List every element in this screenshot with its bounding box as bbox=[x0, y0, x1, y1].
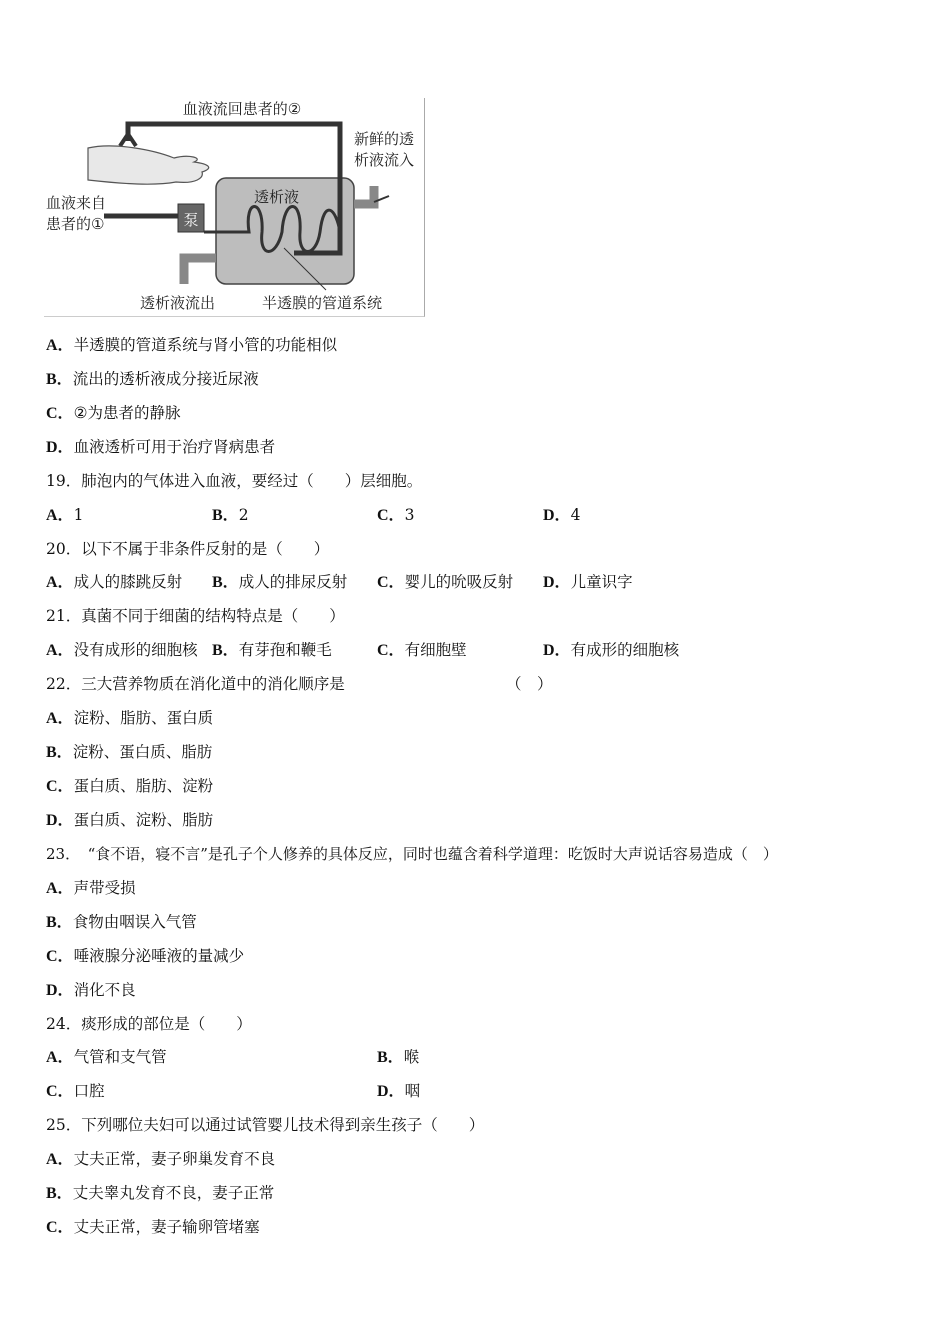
q19-option-d bbox=[543, 504, 580, 527]
option-letter: A． bbox=[46, 642, 74, 659]
q21-option-b bbox=[212, 639, 332, 662]
q23-stem: 23． “食不语，寝不言”是孔子个人修养的具体反应，同时也蕴含着科学道理：吃饭时大声说话容易造成（ ） bbox=[46, 845, 778, 863]
option-text: 蛋白质、淀粉、脂肪 bbox=[73, 811, 214, 829]
option-letter: A． bbox=[46, 1151, 74, 1168]
q25-option-c bbox=[46, 1216, 260, 1239]
option-text: 4 bbox=[570, 506, 581, 524]
option-text: 婴儿的吮吸反射 bbox=[404, 573, 514, 591]
option-letter: B． bbox=[212, 642, 239, 659]
option-text: 口腔 bbox=[73, 1082, 105, 1100]
option-text: 半透膜的管道系统与肾小管的功能相似 bbox=[73, 336, 338, 354]
option-letter: A． bbox=[46, 337, 74, 354]
q19-option-c bbox=[377, 504, 414, 527]
option-text: 成人的膝跳反射 bbox=[73, 573, 183, 591]
q22-answer-paren: （ ） bbox=[506, 675, 553, 693]
left-label-1: 血液来自 bbox=[46, 194, 107, 212]
q20-stem: 20．以下不属于非条件反射的是（ ） bbox=[46, 540, 330, 558]
q19-option-a bbox=[46, 504, 83, 527]
q24-option-b bbox=[377, 1046, 419, 1069]
patient-arm-icon bbox=[88, 146, 209, 184]
option-text: 有成形的细胞核 bbox=[570, 641, 680, 659]
dialysate-outlet-pipe bbox=[184, 258, 216, 284]
q25-stem: 25．下列哪位夫妇可以通过试管婴儿技术得到亲生孩子（ ） bbox=[46, 1116, 485, 1134]
q25-option-b bbox=[46, 1182, 274, 1205]
dialysis-diagram-svg bbox=[44, 98, 424, 316]
option-text: 淀粉、蛋白质、脂肪 bbox=[72, 743, 213, 761]
option-letter: A． bbox=[46, 1049, 74, 1066]
option-text: 声带受损 bbox=[73, 879, 136, 897]
option-text: 食物由咽误入气管 bbox=[72, 913, 197, 931]
option-letter: A． bbox=[46, 574, 74, 591]
q20-option-c bbox=[377, 571, 513, 594]
option-text: 成人的排尿反射 bbox=[238, 573, 348, 591]
option-text: 唾液腺分泌唾液的量减少 bbox=[73, 947, 245, 965]
q21-option-a bbox=[46, 639, 198, 662]
q24-option-d bbox=[377, 1080, 420, 1103]
option-text: 喉 bbox=[403, 1048, 420, 1066]
option-letter: D． bbox=[543, 507, 571, 524]
option-text: 丈夫睾丸发育不良，妻子正常 bbox=[72, 1184, 275, 1202]
q18-option-a bbox=[46, 334, 337, 357]
q21-option-d bbox=[543, 639, 679, 662]
option-letter: A． bbox=[46, 507, 74, 524]
dialysate-inlet-pipe bbox=[354, 186, 374, 204]
q18-option-d bbox=[46, 436, 275, 459]
left-label-2: 患者的① bbox=[46, 215, 105, 233]
option-letter: D． bbox=[46, 812, 74, 829]
option-text: ②为患者的静脉 bbox=[73, 404, 181, 422]
option-letter: C． bbox=[46, 948, 74, 965]
option-letter: C． bbox=[46, 778, 74, 795]
tank-label: 透析液 bbox=[254, 188, 300, 206]
option-text: 咽 bbox=[404, 1082, 421, 1100]
right-label-2: 析液流入 bbox=[354, 151, 415, 169]
q25-option-a bbox=[46, 1148, 275, 1171]
option-text: 儿童识字 bbox=[570, 573, 633, 591]
q20-option-b bbox=[212, 571, 347, 594]
option-text: 2 bbox=[238, 506, 249, 524]
q18-option-b bbox=[46, 368, 259, 391]
q19-option-b bbox=[212, 504, 249, 527]
option-text: 蛋白质、脂肪、淀粉 bbox=[73, 777, 214, 795]
option-letter: D． bbox=[543, 642, 571, 659]
q23-option-b bbox=[46, 911, 197, 934]
q20-option-a bbox=[46, 571, 182, 594]
q22-option-d bbox=[46, 809, 213, 832]
option-text: 消化不良 bbox=[73, 981, 136, 999]
option-text: 有细胞壁 bbox=[404, 641, 467, 659]
q23-option-a bbox=[46, 877, 136, 900]
option-text: 丈夫正常，妻子输卵管堵塞 bbox=[73, 1218, 260, 1236]
q19-stem: 19．肺泡内的气体进入血液，要经过（ ）层细胞。 bbox=[46, 472, 423, 490]
option-text: 有芽孢和鞭毛 bbox=[238, 641, 332, 659]
q18-option-c bbox=[46, 402, 180, 425]
option-letter: B． bbox=[46, 914, 73, 931]
option-letter: B． bbox=[46, 371, 73, 388]
option-letter: B． bbox=[212, 507, 239, 524]
q22-option-c bbox=[46, 775, 213, 798]
q22-option-b bbox=[46, 741, 212, 764]
q23-option-d bbox=[46, 979, 136, 1002]
q24-option-c bbox=[46, 1080, 105, 1103]
option-letter: C． bbox=[377, 574, 405, 591]
bottom-right-label: 半透膜的管道系统 bbox=[262, 294, 383, 312]
option-letter: C． bbox=[46, 405, 74, 422]
q22-stem: 22．三大营养物质在消化道中的消化顺序是 bbox=[46, 675, 345, 693]
option-text: 没有成形的细胞核 bbox=[73, 641, 198, 659]
q21-stem: 21．真菌不同于细菌的结构特点是（ ） bbox=[46, 607, 345, 625]
q21-option-c bbox=[377, 639, 467, 662]
right-label-1: 新鲜的透 bbox=[354, 130, 415, 148]
option-letter: C． bbox=[377, 642, 405, 659]
option-text: 血液透析可用于治疗肾病患者 bbox=[73, 438, 276, 456]
dialysis-diagram bbox=[44, 98, 425, 317]
option-letter: D． bbox=[46, 982, 74, 999]
option-letter: B． bbox=[377, 1049, 404, 1066]
q24-option-a bbox=[46, 1046, 167, 1069]
option-letter: D． bbox=[543, 574, 571, 591]
option-letter: D． bbox=[377, 1083, 405, 1100]
q24-stem: 24．痰形成的部位是（ ） bbox=[46, 1015, 252, 1033]
option-letter: C． bbox=[377, 507, 405, 524]
option-text: 3 bbox=[404, 506, 415, 524]
option-letter: A． bbox=[46, 710, 74, 727]
top-label: 血液流回患者的② bbox=[182, 100, 302, 118]
option-letter: C． bbox=[46, 1083, 74, 1100]
option-letter: A． bbox=[46, 880, 74, 897]
option-text: 气管和支气管 bbox=[73, 1048, 167, 1066]
option-text: 1 bbox=[73, 506, 84, 524]
option-letter: B． bbox=[212, 574, 239, 591]
option-text: 淀粉、脂肪、蛋白质 bbox=[73, 709, 214, 727]
q20-option-d bbox=[543, 571, 633, 594]
option-letter: D． bbox=[46, 439, 74, 456]
option-letter: C． bbox=[46, 1219, 74, 1236]
q22-option-a bbox=[46, 707, 213, 730]
option-text: 丈夫正常，妻子卵巢发育不良 bbox=[73, 1150, 276, 1168]
pump-label: 泵 bbox=[183, 211, 199, 229]
option-letter: B． bbox=[46, 744, 73, 761]
option-letter: B． bbox=[46, 1185, 73, 1202]
q23-option-c bbox=[46, 945, 244, 968]
option-text: 流出的透析液成分接近尿液 bbox=[72, 370, 259, 388]
bottom-left-label: 透析液流出 bbox=[140, 294, 216, 312]
